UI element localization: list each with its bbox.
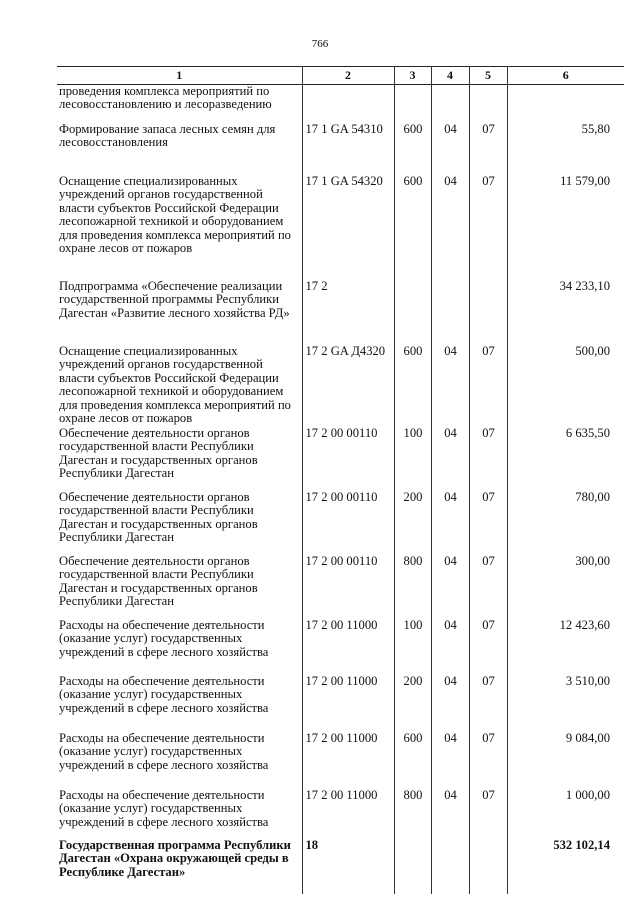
row-code-cell: 17 2 00 00110 <box>302 491 394 555</box>
table-row <box>57 175 624 280</box>
row-section-cell <box>431 85 469 124</box>
row-code-cell: 17 1 GA 54320 <box>302 175 394 280</box>
table-row <box>57 555 624 619</box>
row-section-cell: 04 <box>431 123 469 175</box>
row-section-cell <box>431 839 469 894</box>
row-code-cell: 17 2 00 11000 <box>302 675 394 732</box>
row-name-cell: Расходы на обеспечение деятельности (оказание услуг) государственных учреждений в сфере лесного хозяйства <box>57 789 302 839</box>
row-code-cell: 17 2 GA Д4320 <box>302 345 394 427</box>
row-expense-type-cell: 200 <box>394 675 431 732</box>
row-section-cell: 04 <box>431 675 469 732</box>
row-subsection-cell <box>469 280 507 345</box>
row-code-cell: 17 2 00 00110 <box>302 427 394 491</box>
row-section-cell: 04 <box>431 789 469 839</box>
row-expense-type-cell: 800 <box>394 555 431 619</box>
row-name-cell: Расходы на обеспечение деятельности (оказание услуг) государственных учреждений в сфере лесного хозяйства <box>57 619 302 675</box>
row-subsection-cell: 07 <box>469 427 507 491</box>
row-expense-type-cell: 100 <box>394 619 431 675</box>
column-header-3: 3 <box>394 67 431 85</box>
row-section-cell: 04 <box>431 345 469 427</box>
row-code-cell: 17 2 00 11000 <box>302 619 394 675</box>
row-code-cell <box>302 85 394 124</box>
row-subsection-cell: 07 <box>469 175 507 280</box>
row-expense-type-cell: 600 <box>394 345 431 427</box>
row-code-cell: 18 <box>302 839 394 894</box>
row-amount-cell: 55,80 <box>507 123 624 175</box>
row-subsection-cell: 07 <box>469 619 507 675</box>
column-header-1: 1 <box>57 67 302 85</box>
header-row <box>57 67 624 85</box>
column-header-2: 2 <box>302 67 394 85</box>
row-amount-cell: 9 084,00 <box>507 732 624 789</box>
table-row <box>57 619 624 675</box>
row-name-cell: Оснащение специализированных учреждений органов государственной власти субъектов Российской Федерации лесопожарной техникой и оборудованием для проведения комплекса мероприятий по охране лесов от пожаров <box>57 345 302 427</box>
row-code-cell: 17 1 GA 54310 <box>302 123 394 175</box>
row-code-cell: 17 2 00 11000 <box>302 732 394 789</box>
page-number: 766 <box>311 38 329 50</box>
column-header-5: 5 <box>469 67 507 85</box>
row-amount-cell: 6 635,50 <box>507 427 624 491</box>
row-amount-cell: 12 423,60 <box>507 619 624 675</box>
row-name-cell: Расходы на обеспечение деятельности (оказание услуг) государственных учреждений в сфере лесного хозяйства <box>57 675 302 732</box>
row-code-cell: 17 2 00 11000 <box>302 789 394 839</box>
row-expense-type-cell: 600 <box>394 123 431 175</box>
table-row <box>57 675 624 732</box>
row-name-cell: Обеспечение деятельности органов государственной власти Республики Дагестан и государственных органов Республики Дагестан <box>57 491 302 555</box>
row-code-cell: 17 2 00 00110 <box>302 555 394 619</box>
row-amount-cell: 532 102,14 <box>507 839 624 894</box>
row-expense-type-cell <box>394 85 431 124</box>
row-amount-cell: 500,00 <box>507 345 624 427</box>
row-amount-cell: 300,00 <box>507 555 624 619</box>
row-subsection-cell: 07 <box>469 675 507 732</box>
row-expense-type-cell: 800 <box>394 789 431 839</box>
table-row <box>57 491 624 555</box>
row-subsection-cell: 07 <box>469 789 507 839</box>
row-amount-cell: 1 000,00 <box>507 789 624 839</box>
row-amount-cell: 3 510,00 <box>507 675 624 732</box>
row-expense-type-cell: 600 <box>394 732 431 789</box>
row-expense-type-cell <box>394 839 431 894</box>
column-header-4: 4 <box>431 67 469 85</box>
row-amount-cell: 11 579,00 <box>507 175 624 280</box>
row-name-cell: Расходы на обеспечение деятельности (оказание услуг) государственных учреждений в сфере лесного хозяйства <box>57 732 302 789</box>
row-name-cell: Подпрограмма «Обеспечение реализации государственной программы Республики Дагестан «Развитие лесного хозяйства РД» <box>57 280 302 345</box>
row-subsection-cell: 07 <box>469 123 507 175</box>
table-row <box>57 345 624 427</box>
row-section-cell: 04 <box>431 619 469 675</box>
row-section-cell <box>431 280 469 345</box>
row-name-cell: Формирование запаса лесных семян для лесовосстановления <box>57 123 302 175</box>
row-section-cell: 04 <box>431 732 469 789</box>
table-body <box>57 85 624 895</box>
row-expense-type-cell: 600 <box>394 175 431 280</box>
row-section-cell: 04 <box>431 175 469 280</box>
row-name-cell: проведения комплекса мероприятий по лесовосстановлению и лесоразведению <box>57 85 302 124</box>
row-expense-type-cell <box>394 280 431 345</box>
row-amount-cell: 780,00 <box>507 491 624 555</box>
row-amount-cell: 34 233,10 <box>507 280 624 345</box>
row-name-cell: Обеспечение деятельности органов государственной власти Республики Дагестан и государственных органов Республики Дагестан <box>57 427 302 491</box>
row-subsection-cell: 07 <box>469 732 507 789</box>
row-subsection-cell <box>469 839 507 894</box>
row-expense-type-cell: 200 <box>394 491 431 555</box>
row-expense-type-cell: 100 <box>394 427 431 491</box>
row-subsection-cell: 07 <box>469 555 507 619</box>
row-section-cell: 04 <box>431 491 469 555</box>
table-row <box>57 85 624 124</box>
table-row <box>57 123 624 175</box>
row-name-cell: Оснащение специализированных учреждений органов государственной власти субъектов Российской Федерации лесопожарной техникой и оборудованием для проведения комплекса мероприятий по охране лесов от пожаров <box>57 175 302 280</box>
row-name-cell: Обеспечение деятельности органов государственной власти Республики Дагестан и государственных органов Республики Дагестан <box>57 555 302 619</box>
table-row <box>57 280 624 345</box>
row-subsection-cell <box>469 85 507 124</box>
row-section-cell: 04 <box>431 555 469 619</box>
row-subsection-cell: 07 <box>469 491 507 555</box>
row-name-cell: Государственная программа Республики Дагестан «Охрана окружающей среды в Республике Дагестан» <box>57 839 302 894</box>
row-code-cell: 17 2 <box>302 280 394 345</box>
budget-table <box>57 66 624 894</box>
row-subsection-cell: 07 <box>469 345 507 427</box>
table-row <box>57 732 624 789</box>
table-row <box>57 839 624 894</box>
table-row <box>57 427 624 491</box>
row-amount-cell <box>507 85 624 124</box>
table-row <box>57 789 624 839</box>
column-header-6: 6 <box>507 67 624 85</box>
row-section-cell: 04 <box>431 427 469 491</box>
